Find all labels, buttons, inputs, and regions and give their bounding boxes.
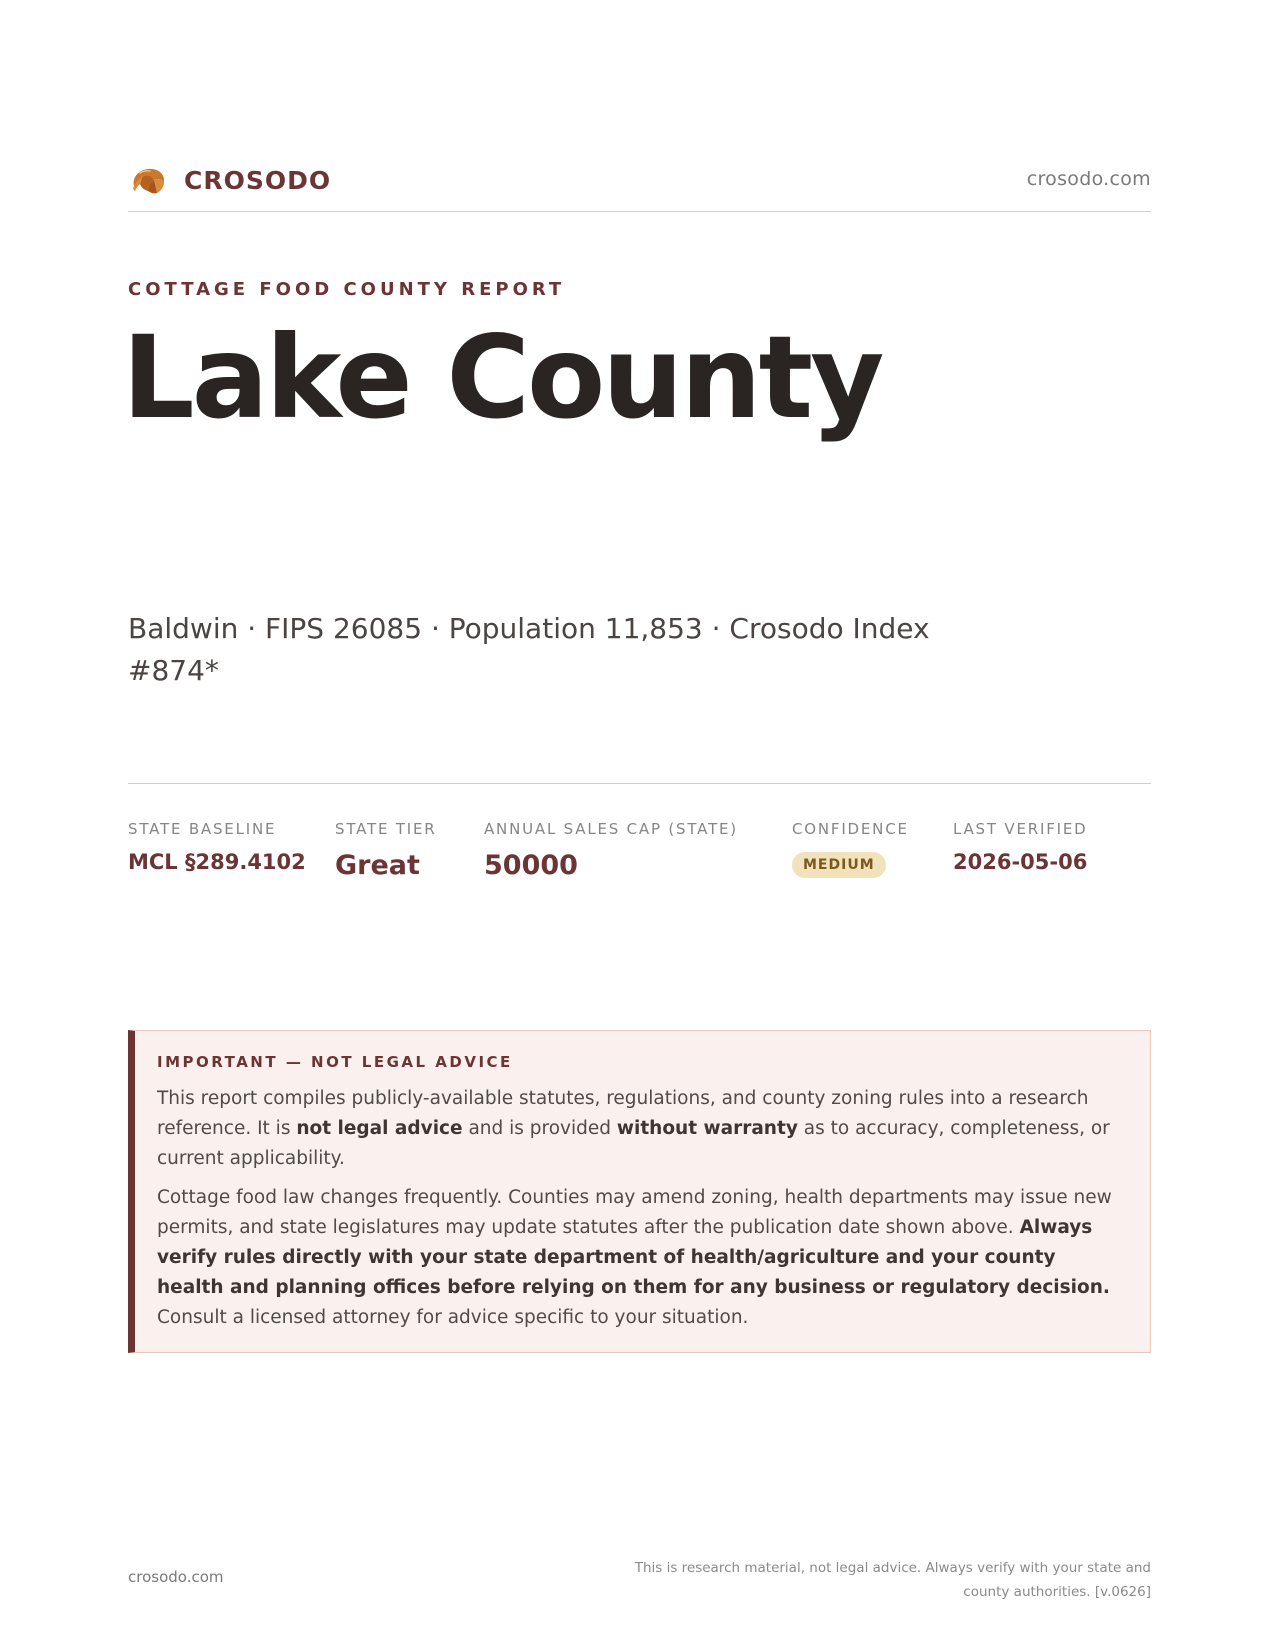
footer-site[interactable]: crosodo.com — [128, 1568, 224, 1586]
stat-last-verified — [953, 820, 1087, 874]
section-divider — [128, 783, 1151, 784]
stat-sales-cap — [484, 820, 738, 881]
stat-label: LAST VERIFIED — [953, 820, 1088, 838]
brand-name: CROSODO — [184, 165, 332, 195]
croissant-icon — [128, 160, 168, 200]
notice-paragraph-2: Cottage food law changes frequently. Counties may amend zoning, health departments may issue new permits, and state legislatures may update statutes after the publication date shown above. Always verify rules directly with your state department of health/agriculture and your county health and planning offices before relying on them for any business or regulatory decision. Consult a licensed attorney for advice specific to your situation. — [157, 1187, 1112, 1328]
footer-disclaimer: This is research material, not legal advice. Always verify with your state and county authorities. [v.0626] — [634, 1560, 1151, 1600]
stat-label: CONFIDENCE — [792, 820, 909, 838]
site-link[interactable]: crosodo.com — [1026, 168, 1151, 190]
stat-confidence — [792, 820, 909, 878]
page-title: Lake County — [122, 311, 882, 444]
brand[interactable] — [128, 160, 331, 200]
stat-label: ANNUAL SALES CAP (STATE) — [484, 820, 738, 838]
confidence-badge: MEDIUM — [792, 852, 886, 878]
page-header — [128, 158, 1151, 212]
county-subtitle: Baldwin · FIPS 26085 · Population 11,853 · Crosodo Index #874* — [128, 612, 930, 687]
stat-state-tier — [335, 820, 437, 881]
stat-value: MCL §289.4102 — [128, 850, 306, 874]
notice-paragraph-1: This report compiles publicly-available statutes, regulations, and county zoning rules into a research reference. It is not legal advice and is provided without warranty as to accuracy, completeness, or current applicability. — [157, 1088, 1110, 1169]
report-kicker: COTTAGE FOOD COUNTY REPORT — [128, 279, 566, 300]
notice-title: IMPORTANT — NOT LEGAL ADVICE — [157, 1053, 513, 1071]
legal-notice — [128, 1030, 1151, 1353]
stat-label: STATE BASELINE — [128, 820, 277, 838]
stat-value: 50000 — [484, 850, 578, 881]
stat-value: 2026-05-06 — [953, 850, 1088, 874]
stat-state-baseline — [128, 820, 306, 874]
stat-label: STATE TIER — [335, 820, 437, 838]
stat-value: Great — [335, 850, 420, 881]
